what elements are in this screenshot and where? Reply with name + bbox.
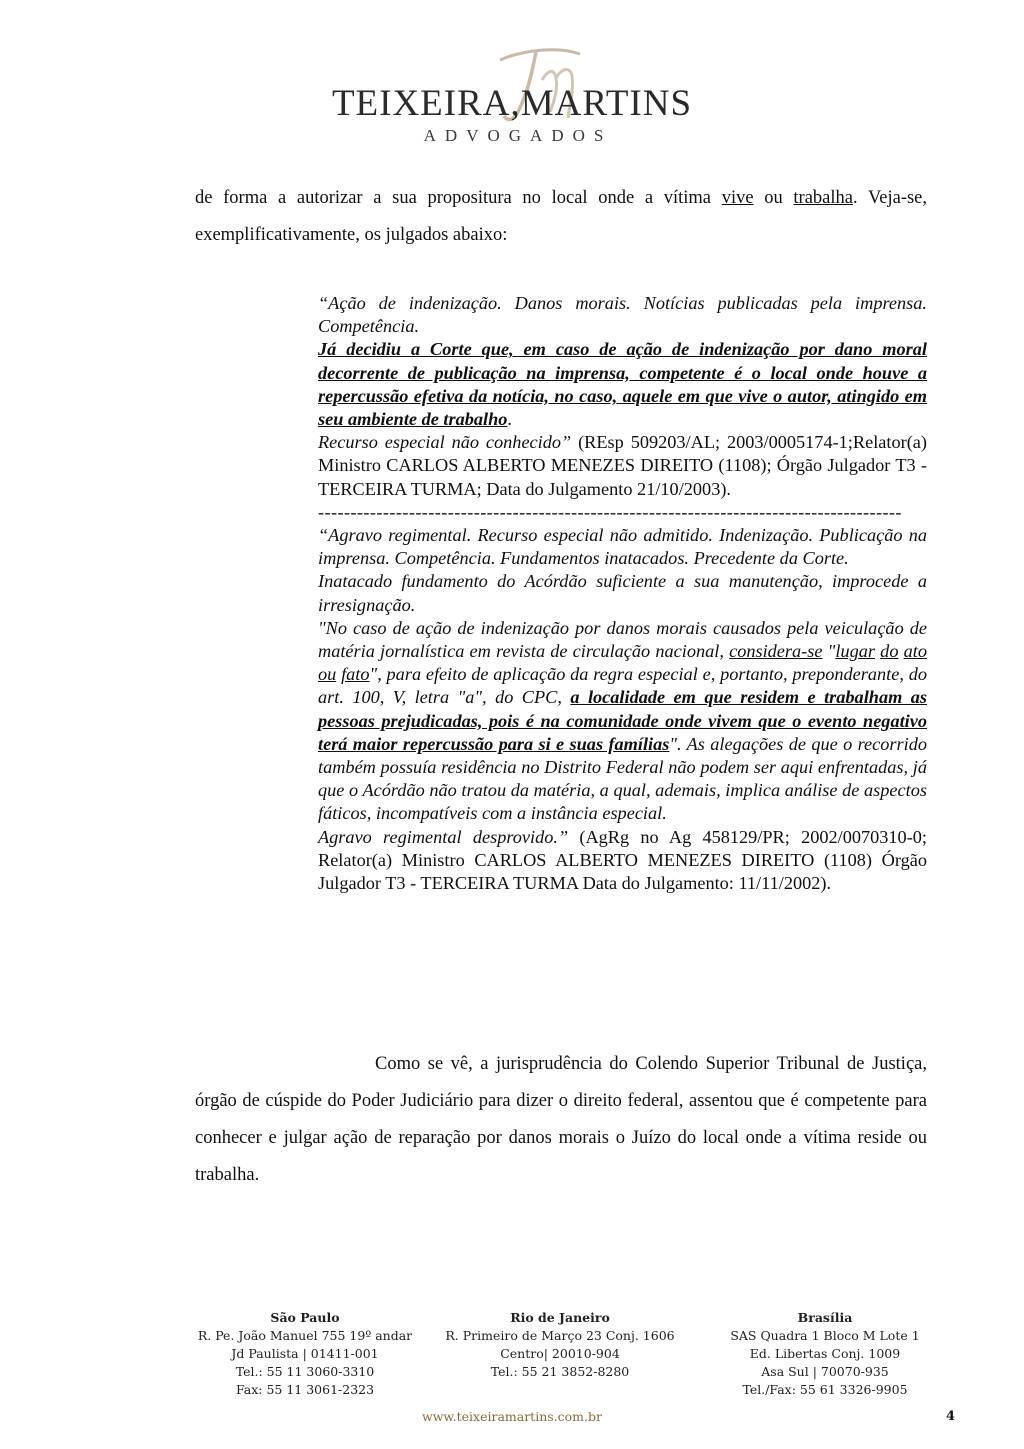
separator-line: ------------------------------------------------------------------------------------------ [318,501,902,522]
quote1-citation [318,431,927,501]
text-run: . [507,409,512,430]
office-fax: Fax: 55 11 3061-2323 [235,1382,375,1397]
italic-text: Agravo regimental desprovido.” [318,826,569,847]
bold-underlined-holding: a localidade em que residem e trabalham as pessoas prejudicadas, pois é na comunidade onde vivem que o evento negativo terá maior repercussão para si e suas famílias [318,687,927,754]
case-law-quote [318,292,927,895]
footer-office-rio [440,1309,680,1381]
quote1-holding [318,338,927,431]
closing-paragraph [195,1046,927,1194]
footer-office-sao-paulo [180,1309,430,1399]
underlined-word: vive [721,188,754,208]
office-address: R. Primeiro de Março 23 Conj. 1606 [445,1328,675,1343]
quote2-holding [318,617,927,826]
bold-underlined-holding: Já decidiu a Corte que, em caso de ação de indenização por dano moral decorrente de publicação na imprensa, competente é o local onde houve a repercussão efetiva da notícia, no caso, aquele em que vive o autor, atingido em seu ambiente de trabalho [318,339,927,430]
office-district: Asa Sul | 70070-935 [761,1364,889,1379]
quote2-text: Inatacado fundamento do Acórdão suficiente a sua manutenção, improcede a irresignação. [318,571,927,615]
opening-paragraph [195,180,927,254]
website-link[interactable]: www.teixeiramartins.com.br [422,1409,602,1424]
office-phone: Tel.: 55 21 3852-8280 [490,1364,630,1379]
italic-text: Recurso especial não conhecido” [318,432,572,453]
office-address: R. Pe. João Manuel 755 19º andar [197,1328,413,1343]
underlined-word: lugar [835,641,875,662]
office-city: Rio de Janeiro [510,1310,610,1325]
text-run: . Veja-se, exemplificativamente, os julgados abaixo: [195,188,928,245]
footer-office-brasilia [710,1309,940,1399]
office-city: São Paulo [270,1310,340,1325]
underlined-word: fato [341,664,370,685]
quote1-header: “Ação de indenização. Danos morais. Notícias publicadas pela imprensa. Competência. [318,293,927,337]
text-run: " [822,641,836,662]
underlined-word: ato [903,641,928,662]
text-run: ". As alegações de que o recorrido também possuía residência no Distrito Federal não podem ser aqui enfrentadas, já que o Acórdão não tratou da matéria, a qual, ademais, implica análise de aspectos fáticos, incompatíveis com a instância especial. [318,733,927,824]
letterhead [0,20,1024,170]
office-phone-fax: Tel./Fax: 55 61 3326-9905 [742,1382,908,1397]
quote2-header: “Agravo regimental. Recurso especial não admitido. Indenização. Publicação na imprensa. Competência. Fundamentos inatacados. Precedente da Corte. [318,525,927,569]
office-district: Centro| 20010-904 [500,1346,620,1361]
underlined-word: trabalha [793,188,853,208]
office-building: Ed. Libertas Conj. 1009 [749,1346,901,1361]
citation-text: (AgRg no Ag 458129/PR; 2002/0070310-0; Relator(a) Ministro CARLOS ALBERTO MENEZES DIREITO (1108) Órgão Julgador T3 - TERCEIRA TURMA Data do Julgamento: 11/11/2002). [318,826,928,894]
office-address: SAS Quadra 1 Bloco M Lote 1 [730,1328,920,1343]
text-run: Como se vê, a jurisprudência do Colendo Superior Tribunal de Justiça, órgão de cúspide do Poder Judiciário para dizer o direito federal, assentou que é competente para conhecer e julgar ação de reparação por danos morais o Juízo do local onde a vítima reside ou trabalha. [195,1054,927,1185]
page-number: 4 [946,1409,956,1424]
text-run: ", para efeito de aplicação da regra especial e, portanto, preponderante, do art. 100, V, letra "a", do CPC, [318,664,927,708]
text-run: "No caso de ação de indenização por danos morais causados pela veiculação de matéria jornalística em revista de circulação nacional, [318,617,927,662]
underlined-word: ou [318,664,337,685]
firm-subtitle: ADVOGADOS [423,126,613,145]
office-district: Jd Paulista | 01411-001 [231,1346,379,1361]
underlined-word: considera-se [729,641,823,662]
quote2-citation [318,826,927,896]
text-run: ou [753,188,794,208]
citation-text: (REsp 509203/AL; 2003/0005174-1;Relator(a) Ministro CARLOS ALBERTO MENEZES DIREITO (1108); Órgão Julgador T3 - TERCEIRA TURMA; Data do Julgamento 21/10/2003). [318,432,927,499]
office-city: Brasília [797,1310,853,1325]
text-run: de forma a autorizar a sua propositura no local onde a vítima [195,188,722,208]
underlined-word: do [880,641,899,662]
office-phone: Tel.: 55 11 3060-3310 [235,1364,375,1379]
firm-name: TEIXEIRA,MARTINS [331,83,693,124]
